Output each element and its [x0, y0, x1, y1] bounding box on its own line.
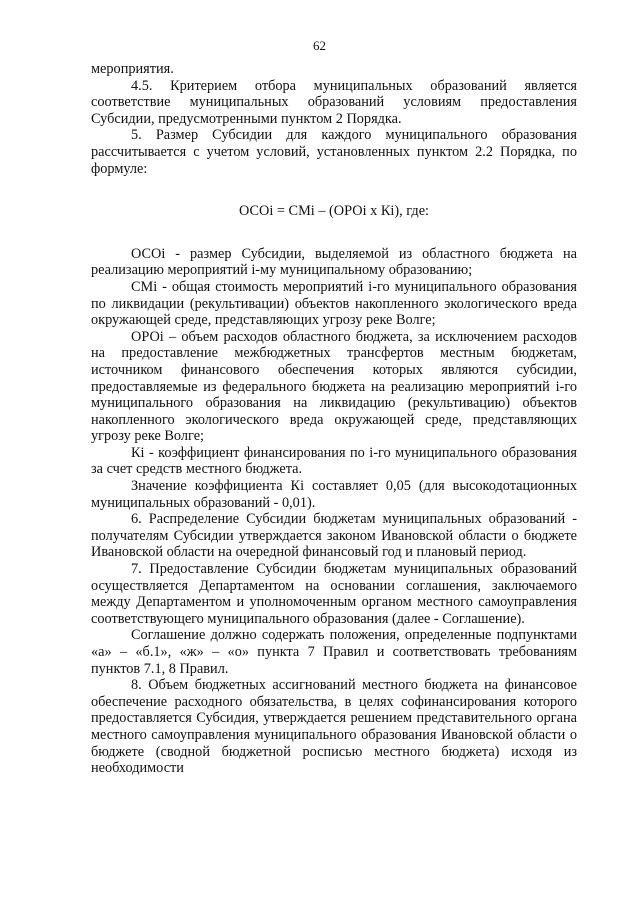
- page-number: 62: [313, 38, 326, 53]
- paragraph-osoi: ОСОi - размер Субсидии, выделяемой из областного бюджета на реализацию мероприятий i-му муниципальному образованию;: [91, 245, 577, 279]
- formula-line: ОСОi = СМi – (ОРОi х Кi), где:: [238, 203, 430, 220]
- paragraph-smi: СМi - общая стоимость мероприятий i-го муниципального образования по ликвидации (рекультивации) объектов накопленного экологического вреда окружающей среде, представляющих угрозу реке Волге;: [91, 278, 577, 329]
- paragraph-cont: мероприятия.: [91, 61, 174, 77]
- paragraph-5: 5. Размер Субсидии для каждого муниципального образования рассчитывается с учетом условий, установленных пунктом 2.2 Порядка, по формуле:: [91, 127, 577, 177]
- paragraph-agreement: Соглашение должно содержать положения, определенные подпунктами «а» – «б.1», «ж» – «о» пункта 7 Правил и соответствовать требованиям пунктов 7.1, 8 Правил.: [91, 627, 577, 677]
- paragraph-ki: Кi - коэффициент финансирования по i-го муниципального образования за счет средств местного бюджета.: [91, 444, 577, 478]
- document-body: [91, 61, 577, 777]
- paragraph-4-5: 4.5. Критерием отбора муниципальных образований является соответствие муниципальных образований условиям предоставления Субсидии, предусмотренными пунктом 2 Порядка.: [91, 77, 577, 127]
- paragraph-6: 6. Распределение Субсидии бюджетам муниципальных образований - получателям Субсидии утверждается законом Ивановской области о бюджете Ивановской области на очередной финансовый год и плановый период.: [91, 511, 577, 561]
- paragraph-oroi: ОРОi – объем расходов областного бюджета, за исключением расходов на предоставление межбюджетных трансфертов местным бюджетам, источником финансового обеспечения которых являются субсидии, предоставляемые из федерального бюджета на реализацию мероприятий i-го муниципального образования на ликвидацию (рекультивацию) объектов накопленного экологического вреда окружающей среде, представляющих угрозу реке Волге;: [91, 328, 577, 445]
- paragraph-7: 7. Предоставление Субсидии бюджетам муниципальных образований осуществляется Департаментом на основании соглашения, заключаемого между Департаментом и уполномоченным органом местного самоуправления соответствующего муниципального образования (далее - Соглашение).: [91, 561, 577, 627]
- paragraph-8: 8. Объем бюджетных ассигнований местного бюджета на финансовое обеспечение расходного обязательства, в целях софинансирования которого предоставляется Субсидия, утверждается решением представительного органа местного самоуправления муниципального образования Ивановской области о бюджете (сводной бюджетной росписью местного бюджета) исходя из необходимости: [91, 677, 577, 777]
- paragraph-ki-value: Значение коэффициента Кi составляет 0,05 (для высокодотационных муниципальных образований - 0,01).: [91, 478, 577, 511]
